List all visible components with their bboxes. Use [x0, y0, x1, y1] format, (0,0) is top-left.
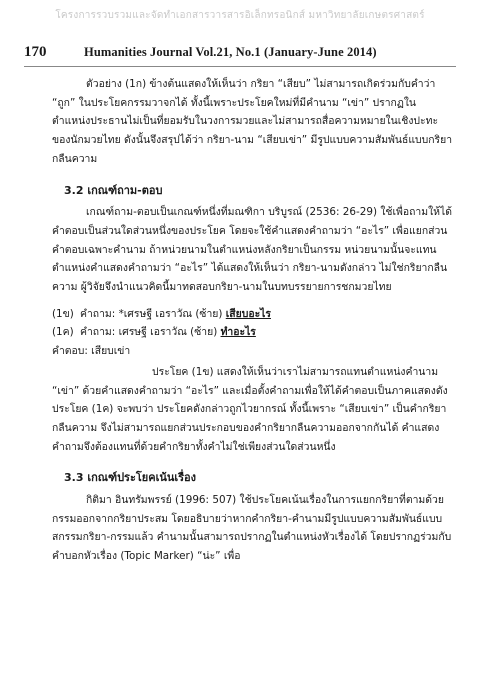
example-text: คำถาม: *เศรษฐี เอราวัณ (ซ้าย) [80, 307, 226, 320]
paragraph-4: กิติมา อินทรัมพรรย์ (1996: 507) ใช้ประโยคเน้นเรื่องในการแยกกริยาที่ตามด้วยกรรมออกจากกริยาประสม โดยอธิบายว่าหากคำกริยา-คำนามมีรูปแบบความสัมพันธ์แบบสกรรมกริยา-กรรมแล้ว คำนามนั้นสามารถปรากฏในตำแหน่งหัวเรื่องได้ โดยปรากฏร่วมกับคำบอกหัวเรื่อง (Topic Marker) “น่ะ” เพื่อ [52, 494, 452, 563]
page-header [24, 44, 456, 67]
example-number: (1ค) [52, 326, 74, 339]
example-answer: คำตอบ: เสียบเข่า [52, 345, 131, 358]
example-emphasis: ทำอะไร [220, 326, 256, 339]
example-text: คำถาม: เศรษฐี เอราวัณ (ซ้าย) [80, 326, 221, 339]
example-1c [52, 323, 454, 342]
section-heading-3-3: 3.3 เกณฑ์ประโยคเน้นเรื่อง [64, 471, 197, 485]
example-emphasis: เสียบอะไร [225, 307, 271, 320]
example-1b [52, 305, 454, 324]
section-heading-3-2: 3.2 เกณฑ์ถาม-ตอบ [64, 183, 163, 197]
paragraph-2: เกณฑ์ถาม-ตอบเป็นเกณฑ์หนึ่งที่มณฑิกา บริบูรณ์ (2536: 26-29) ใช้เพื่อถามให้ได้คำตอบเป็นส่วนใดส่วนหนึ่งของประโยค โดยจะใช้คำแสดงคำถามว่า “อะไร” เพื่อแยกส่วนคำตอบเฉพาะคำนาม ถ้าหน่วยนามในตำแหน่งหลังกริยาเป็นกรรม หน่วยนามนั้นจะแทนตำแหน่งคำแสดงคำถามว่า “อะไร” ได้แสดงให้เห็นว่า กริยา-นามดังกล่าว ไม่ใช่กริยากลืนความ ผู้วิจัยจึงนำแนวคิดนี้มาทดสอบกริยา-นามในบทบรรยายการชกมวยไทย [52, 206, 452, 294]
page-body [52, 75, 454, 566]
page-number: 170 [24, 44, 47, 60]
paragraph-1: ตัวอย่าง (1ก) ข้างต้นแสดงให้เห็นว่า กริยา “เสียบ” ไม่สามารถเกิดร่วมกับคำว่า “ถูก” ในประโยคกรรมวาจกได้ ทั้งนี้เพราะประโยคใหม่ที่มีคำนาม “เข่า” ปรากฏในตำแหน่งประธานไม่เป็นที่ยอมรับในวงการมวยและไม่สามารถสื่อความหมายในเชิงปะทะของนักมวยไทย ดังนั้นจึงสรุปได้ว่า กริยา-นาม “เสียบเข่า” มีรูปแบบความสัมพันธ์แบบกริยากลืนความ [52, 78, 453, 165]
example-number: (1ข) [52, 307, 74, 320]
journal-title: Humanities Journal Vol.21, No.1 (January-June 2014) [84, 45, 377, 59]
watermark: โครงการรวบรวมและจัดทำเอกสารวารสารอิเล็กทรอนิกส์ มหาวิทยาลัยเกษตรศาสตร์ [55, 10, 425, 21]
paragraph-3: ประโยค (1ข) แสดงให้เห็นว่าเราไม่สามารถแทนตำแหน่งคำนาม “เข่า” ด้วยคำแสดงคำถามว่า “อะไร” และเมื่อตั้งคำถามเพื่อให้ได้คำตอบเป็นภาคแสดงดังประโยค (1ค) จะพบว่า ประโยคดังกล่าวถูกไวยากรณ์ ทั้งนี้เพราะ “เสียบเข่า” เป็นคำกริยากลืนความ จึงไม่สามารถแยกส่วนประกอบของคำกริยากลืนความออกจากกันได้ คำแสดงคำถามจึงต้องแทนที่ด้วยคำกริยาทั้งคำไม่ใช่เพียงส่วนใดส่วนหนึ่ง [52, 365, 448, 453]
